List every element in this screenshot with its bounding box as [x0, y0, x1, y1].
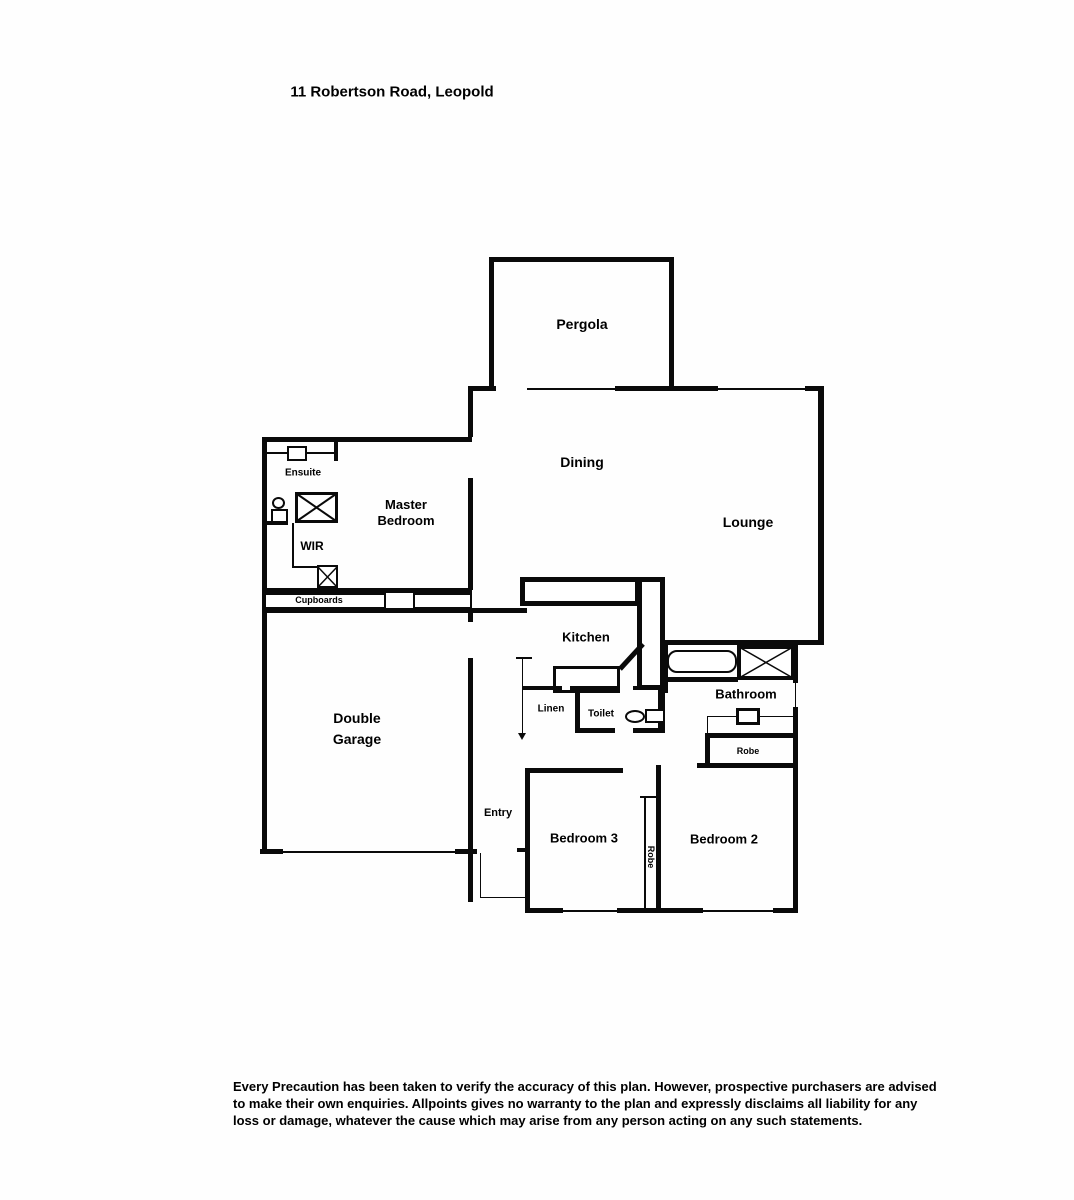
disclaimer-text: Every Precaution has been taken to verify the accuracy of this plan. However, prospective purchasers are advised to make their own enquiries. Allpoints gives no warranty to the plan and expressly disclaims all liability for any loss or damage, whatever the cause which may arise from any person acting on any such statements. [233, 1079, 937, 1128]
room-label-toilet: Toilet [588, 708, 614, 720]
room-label-bedroom2: Bedroom 2 [690, 831, 758, 847]
room-label-pergola: Pergola [556, 316, 608, 332]
room-label-dining: Dining [560, 454, 604, 470]
room-label-bathroom: Bathroom [715, 686, 777, 702]
room-label-lounge: Lounge [722, 514, 774, 530]
room-label-entry: Entry [483, 807, 513, 819]
room-label-wir: WIR [300, 539, 324, 553]
room-label-robe-bathroom: Robe [736, 746, 760, 756]
room-label-robe-bedrooms: Robe [646, 845, 656, 869]
room-label-bedroom3: Bedroom 3 [550, 830, 618, 846]
room-label-linen: Linen [537, 703, 565, 715]
room-label-kitchen: Kitchen [562, 629, 610, 645]
page-title: 11 Robertson Road, Leopold [290, 83, 494, 101]
room-label-ensuite: Ensuite [284, 467, 322, 479]
room-label-double-garage: Double Garage [332, 710, 382, 747]
room-label-master-bedroom: Master Bedroom [377, 497, 435, 528]
room-label-cupboards: Cupboards [295, 595, 343, 605]
